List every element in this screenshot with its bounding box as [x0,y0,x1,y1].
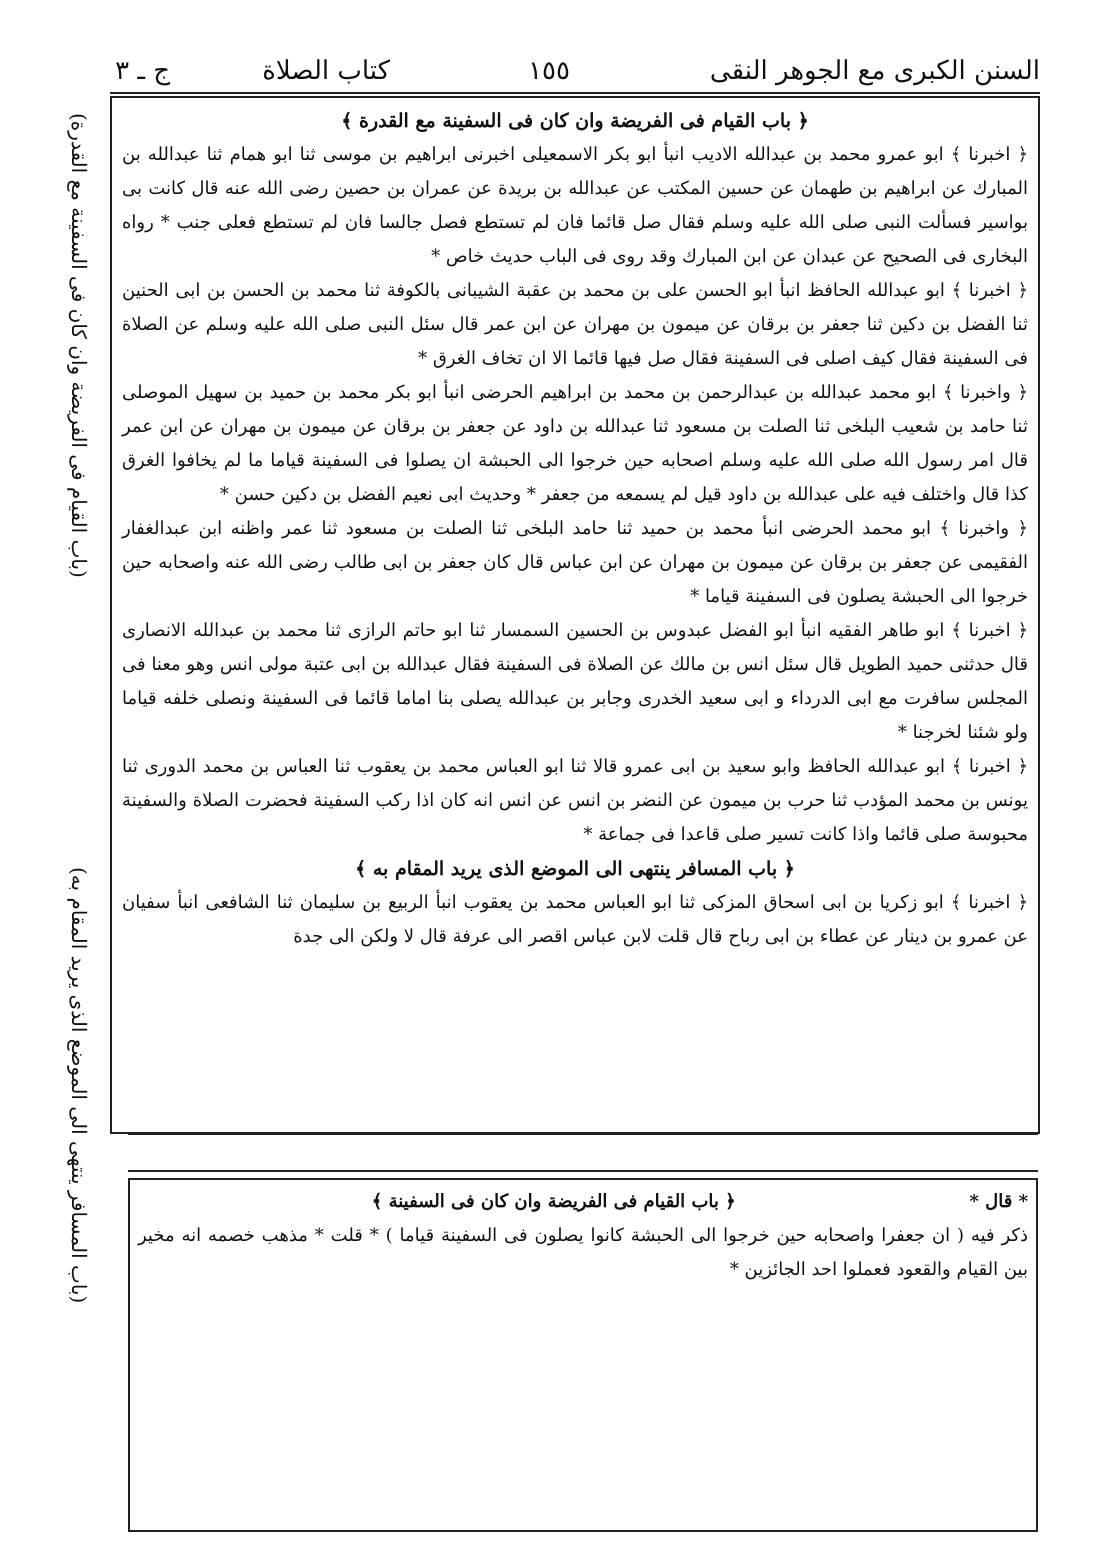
side-note-text: (باب القيام فى الفريضة وان كان فى السفينة مع القدرة) [67,112,91,578]
commentary-text: ذكر فيه ( ان جعفرا واصحابه حين خرجوا الى الحبشة كانوا يصلون فى السفينة قياما ) * قلت * مذهب خصمه انه مخير بين القيام والقعود فعملوا احد الجائزين * [138,1225,1028,1280]
hadith-paragraph: ﴿ اخبرنا ﴾ ابو زكريا بن ابى اسحاق المزكى ثنا ابو العباس محمد بن يعقوب انبأ الربيع بن سليمان ثنا الشافعى انبأ سفيان عن عمرو بن دينار عن عطاء بن ابى رباح قال قلت لابن عباس اقصر الى عرفة قال لا ولكن الى جدة [122,892,1028,947]
divider [128,1170,1038,1172]
chapter-title: كتاب الصلاة [262,56,390,86]
commentary-heading: ﴿ باب القيام فى الفريضة وان كان فى السفينة ﴾ [371,1191,736,1212]
book-title: السنن الكبرى مع الجوهر النقى [709,56,1040,86]
header-rule [110,92,1040,94]
hadith-paragraph: ﴿ واخبرنا ﴾ ابو محمد عبدالله بن عبدالرحمن بن محمد بن ابراهيم الحرضى انبأ ابو بكر محمد بن حميد بن سهيل الموصلى ثنا حامد بن شعيب البلخى ثنا الصلت بن مسعود ثنا عبدالله بن داود عن جعفر بن برقان عن ميمون بن مهران عن ابن عمر قال امر رسول الله صلى الله عليه وسلم اصحابه حين خرجوا الى الحبشة ان يصلوا فى السفينة قياما ما لم يخافوا الغرق كذا قال واختلف فيه على عبدالله بن داود قيل لم يسمعه من جعفر * وحديث ابى نعيم الفضل بن دكين حسن * [122,382,1028,505]
main-text [122,104,1028,954]
commentary-header [138,1185,1028,1219]
hadith-paragraph: ﴿ واخبرنا ﴾ ابو محمد الحرضى انبأ محمد بن حميد ثنا حامد البلخى ثنا الصلت بن مسعود ثنا عمر واظنه ابن عبدالغفار الفقيمى عن جعفر بن برقان عن ميمون بن مهران عن ابن عباس قال كان جعفر بن ابى طالب رضى الله عنه واصحابه حين خرجوا الى الحبشة يصلون فى السفينة قياما * [122,518,1028,607]
side-note-1 [56,110,102,580]
divider [128,1133,1038,1135]
page-number: ١٥٥ [528,56,570,86]
hadith-paragraph: ﴿ اخبرنا ﴾ ابو طاهر الفقيه انبأ ابو الفضل عبدوس بن الحسين السمسار ثنا ابو حاتم الرازى ثنا محمد بن عبدالله الانصارى قال حدثنى حميد الطويل قال سئل انس بن مالك عن الصلاة فى السفينة فقال عبدالله بن ابى عتبة مولى انس وهو معنا فى المجلس سافرت مع ابى الدرداء و ابى سعيد الخدرى وجابر بن عبدالله يصلى بنا اماما قائما فى السفينة ونصلى خلفه قياما ولو شئنا لخرجنا * [122,620,1028,743]
side-note-text: (باب المسافر ينتهى الى الموضع الذى يريد المقام به) [67,866,91,1304]
hadith-paragraph: ﴿ اخبرنا ﴾ ابو عبدالله الحافظ وابو سعيد بن ابى عمرو قالا ثنا ابو العباس محمد بن يعقوب ثنا العباس بن محمد الدورى ثنا يونس بن محمد المؤدب ثنا حرب بن ميمون عن النضر بن انس عن انس انه كان اذا ركب السفينة فحضرت الصلاة والسفينة محبوسة صلى قائما واذا كانت تسير صلى قاعدا فى جماعة * [122,756,1028,845]
commentary [138,1185,1028,1287]
commentary-label: * قال * [969,1191,1028,1212]
section-heading: ﴿ باب المسافر ينتهى الى الموضع الذى يريد المقام به ﴾ [355,858,795,880]
hadith-paragraph: ﴿ اخبرنا ﴾ ابو عبدالله الحافظ انبأ ابو الحسن على بن محمد بن عقبة الشيبانى بالكوفة ثنا محمد بن الحسن بن ابى الحنين ثنا الفضل بن دكين ثنا جعفر بن برقان عن ميمون بن مهران عن ابن عمر قال سئل النبى صلى الله عليه وسلم عن الصلاة فى السفينة فقال كيف اصلى فى السفينة فقال صل فيها قائما الا ان تخاف الغرق * [122,280,1029,369]
hadith-paragraph: ﴿ اخبرنا ﴾ ابو عمرو محمد بن عبدالله الاديب انبأ ابو بكر الاسمعيلى اخبرنى ابراهيم بن موسى ثنا ابو همام ثنا عبدالله بن المبارك عن ابراهيم بن طهمان عن حسين المكتب عن عبدالله بن بريدة عن عمران بن حصين رضى الله عنه قال كانت بى بواسير فسألت النبى صلى الله عليه وسلم فقال صل قائما فان لم تستطع فصل جالسا فان لم تستطع فعلى جنب * رواه البخارى فى الصحيح عن عبدان عن ابن المبارك وقد روى فى الباب حديث خاص * [122,144,1028,267]
page-header [70,52,1040,96]
section-heading: ﴿ باب القيام فى الفريضة وان كان فى السفينة مع القدرة ﴾ [341,110,809,132]
volume-label: ج ـ ٣ [115,56,170,86]
side-note-2 [56,850,102,1320]
